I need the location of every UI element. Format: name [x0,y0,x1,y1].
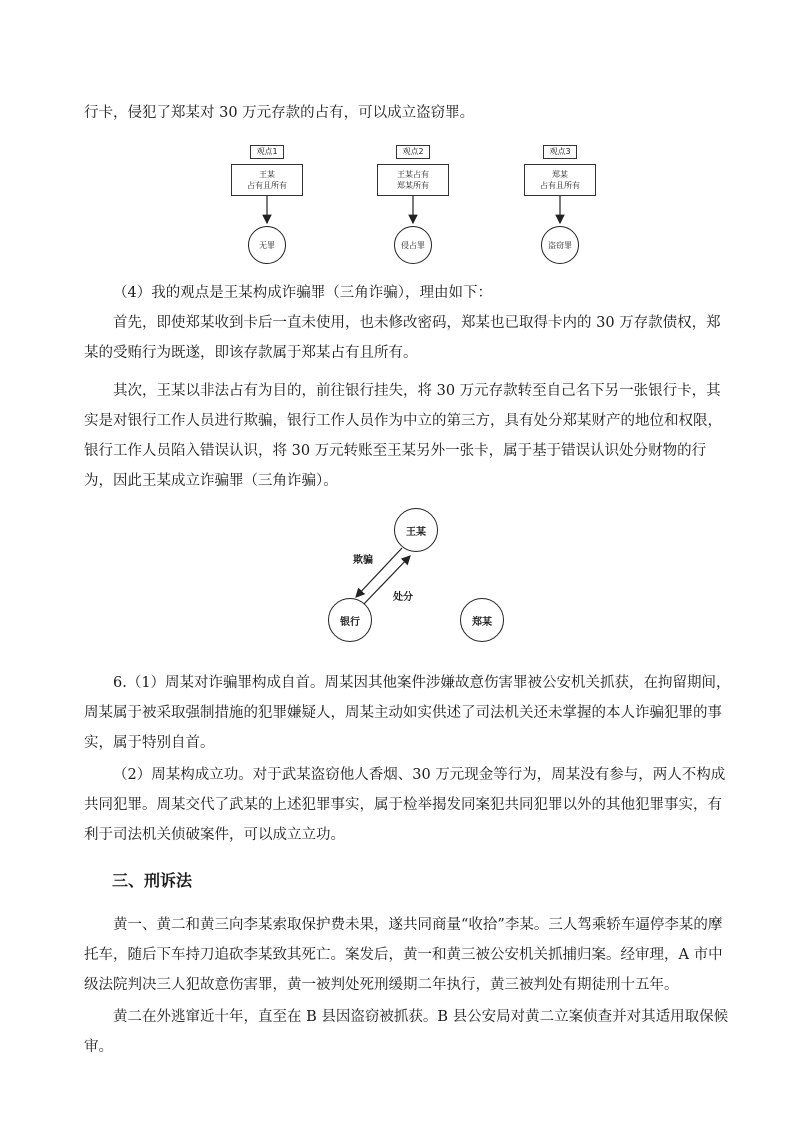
section-heading: 三、刑诉法 [112,871,193,890]
view2-line2: 郑某所有 [397,181,429,190]
view3-tag: 观点3 [543,145,577,159]
view2-line1: 王某占有 [397,170,429,179]
label-deceive: 欺骗 [353,555,373,566]
view3-line2: 占有且所有 [540,181,580,190]
paragraph-continuation: 行卡，侵犯了郑某对 30 万元存款的占有，可以成立盗窃罪。 [84,105,475,121]
view1-line1: 王某 [259,170,275,179]
node-wang: 王某 [394,508,438,552]
view1-tag: 观点1 [250,145,284,159]
view3-result: 盗窃罪 [541,226,579,264]
paragraph-case-2: 黄二在外逃窜近十年，直至在 B 县因盗窃被抓获。B 县公安局对黄二立案侦查并对其适用取保候审。 [84,1009,729,1055]
paragraph-case: 黄一、黄二和黄三向李某索取保护费未果，遂共同商量“收拾”李某。三人驾乘轿车逼停李某的摩托车，随后下车持刀追砍李某致其死亡。案发后，黄一和黄三被公安机关抓捕归案。经审理，A 市中级法院判决三人犯故意伤害罪，黄一被判处死刑缓期二年执行，黄三被判处有期徒刑十五年。 [84,917,723,993]
view2-result: 侵占罪 [394,226,432,264]
node-zheng: 郑某 [460,598,504,642]
paragraph-second: 其次，王某以非法占有为目的，前往银行挂失，将 30 万元存款转至自己名下另一张银行卡，其实是对银行工作人员进行欺骗，银行工作人员作为中立的第三方，具有处分郑某财产的地位和权限，银行工作人员陷入错误认识，将 30 万元转账至王某另外一张卡，属于基于错误认识处分财物的行为，因此王某成立诈骗罪（三角诈骗）。 [84,383,722,489]
view3-line1: 郑某 [552,170,568,179]
paragraph-view4: （4）我的观点是王某构成诈骗罪（三角诈骗），理由如下： [113,285,492,301]
paragraph-q6-2: （2）周某构成立功。对于武某盗窃他人香烟、30 万元现金等行为，周某没有参与，两人不构成共同犯罪。周某交代了武某的上述犯罪事实，属于检举揭发同案犯共同犯罪以外的其他犯罪事实，有利于司法机关侦破案件，可以成立立功。 [84,767,726,843]
view1-result: 无罪 [248,226,286,264]
view2-tag: 观点2 [396,145,430,159]
paragraph-first: 首先，即使郑某收到卡后一直未使用，也未修改密码，郑某也已取得卡内的 30 万存款债权，郑某的受贿行为既遂，即该存款属于郑某占有且所有。 [84,315,721,361]
paragraph-q6-1: 6.（1）周某对诈骗罪构成自首。周某因其他案件涉嫌故意伤害罪被公安机关抓获，在拘留期间，周某属于被采取强制措施的犯罪嫌疑人，周某主动如实供述了司法机关还未掌握的本人诈骗犯罪的事实，属于特别自首。 [84,675,731,751]
label-dispose: 处分 [393,592,413,603]
node-bank: 银行 [328,598,372,642]
view1-line2: 占有且所有 [247,181,287,190]
